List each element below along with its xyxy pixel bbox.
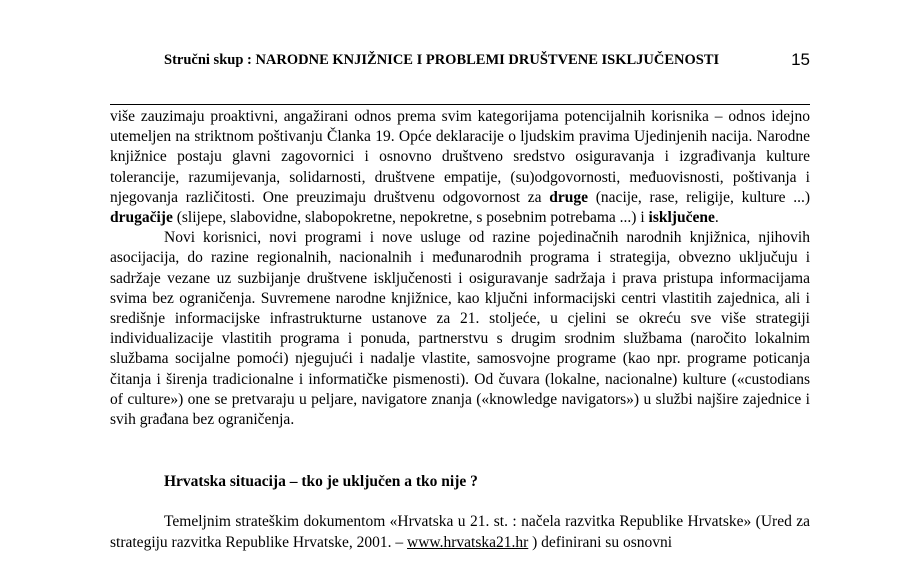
page-number: 15 <box>791 50 810 69</box>
bold-term-iskljucene: isključene <box>648 209 715 227</box>
paragraph-text: više zauzimaju proaktivni, angažirani odnos prema svim kategorijama potencijalnih korisnika – odnos idejno utemeljen na striktnom poštivanju Članka 19. Opće deklaracije o ljudskim pravima Ujedinjenih nacija. Narodne knjižnice postaju glavni zagovornici i osnovno društveno sredstvo osiguravanja i izgrađivanja kulture tolerancije, razumijevanja, solidarnosti, društvene empatije, (su)odgovornosti, međuovisnosti, poštivanja i njegovanja različitosti. One preuzimaju društvenu odgovornost za <box>110 108 810 206</box>
paragraph-text: ) definirani su osnovni <box>528 533 673 551</box>
header-title: Stručni skup : NARODNE KNJIŽNICE I PROBLEMI DRUŠTVENE ISKLJUČENOSTI <box>164 52 720 68</box>
paragraph-text: (slijepe, slabovidne, slabopokretne, nepokretne, s posebnim potrebama ...) i <box>172 209 649 227</box>
header-divider <box>110 104 810 105</box>
paragraph-text: (nacije, rase, religije, kulture ...) <box>588 188 810 206</box>
paragraph-text: Temeljnim strateškim dokumentom «Hrvatska u 21. st. : načela razvitka Republike Hrvatske» (Ured za strategiju razvitka Republike Hrvatske, 2001. – <box>110 513 810 551</box>
spacer <box>110 492 810 512</box>
bold-term-druge: druge <box>549 188 589 206</box>
paragraph-new-users: Novi korisnici, novi programi i nove usluge od razine pojedinačnih narodnih knjižnica, njihovih asocijacija, do razine regionalnih, nacionalnih i međunarodnih programa i strategija, obvezno uključuju i sadržaje vezane uz suzbijanje društvene isključenosti i osiguravanje sadržaja i prava pristupa informacijama svima bez ograničenja. Suvremene narodne knjižnice, kao ključni informacijski centri vlastitih zajednica, ali i središnje informacijske infrastrukturne ustanove za 21. stoljeće, u cjelini se okreću sve više strategiji individualizacije vlastitih programa i ponuda, partnerstvu s drugim srodnim službama (naročito lokalnim službama socijalne pomoći) njegujući i nadalje vlastite, samosvojne programe (kao npr. programe poticanja čitanja i širenja tradicionalne i informatičke pismenosti). Od čuvara (lokalne, nacionalne) kulture («custodians of culture») one se pretvaraju u peljare, navigatore znanja («knowledge navigators») u službi najšire zajednice i svih građana bez ograničenja. <box>110 229 810 429</box>
page-header <box>110 52 810 76</box>
document-body <box>110 107 810 553</box>
bold-term-drugacije: drugačije <box>110 209 173 227</box>
section-heading: Hrvatska situacija – tko je uključen a tko nije ? <box>164 473 478 491</box>
paragraph-strategy <box>110 512 810 552</box>
paragraph-text: . <box>714 209 719 227</box>
paragraph-continued <box>110 107 810 228</box>
spacer <box>110 430 810 472</box>
hrvatska21-link[interactable]: www.hrvatska21.hr <box>407 533 529 551</box>
